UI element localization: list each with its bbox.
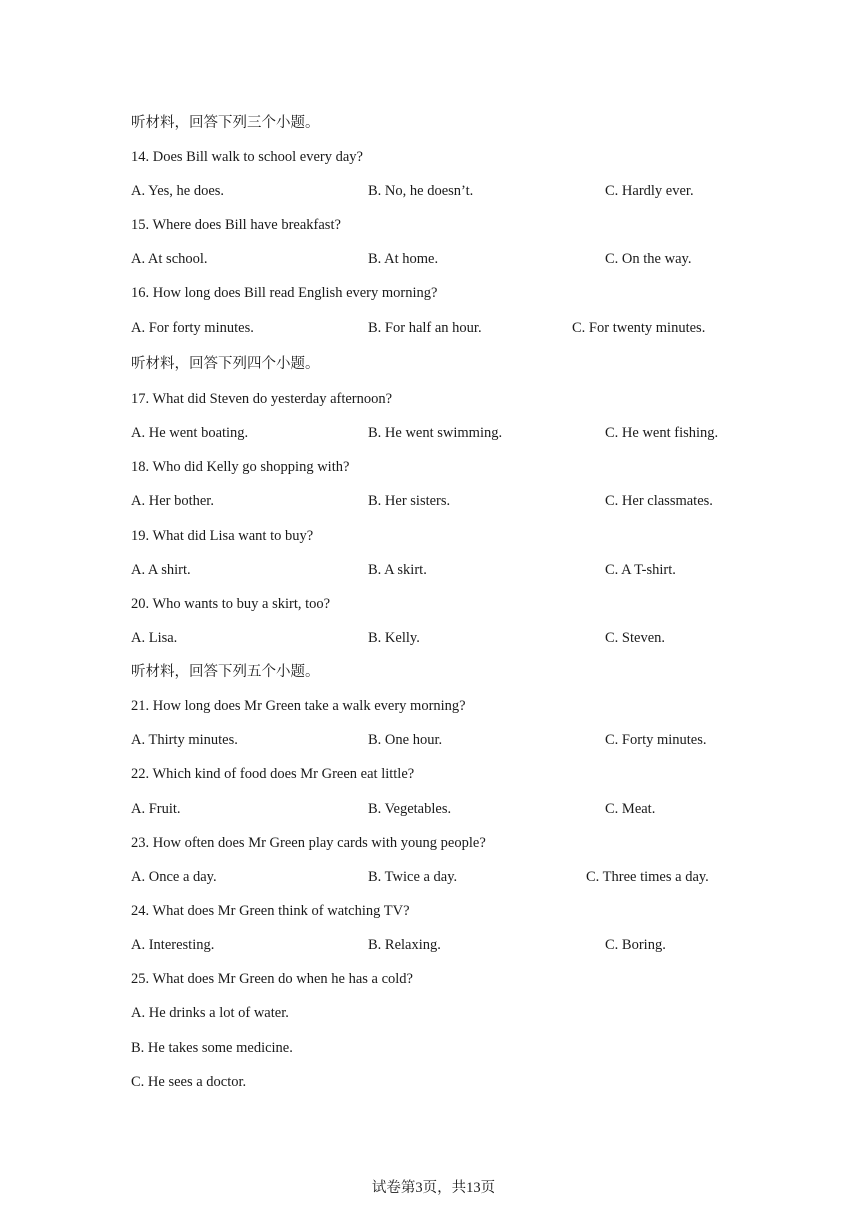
question-16: 16. How long does Bill read English every morning? [131, 285, 438, 301]
option-a: A. For forty minutes. [131, 320, 254, 336]
options-22 [0, 800, 867, 818]
option-a: A. Yes, he does. [131, 183, 225, 199]
option-b: B. One hour. [368, 732, 443, 748]
option-b: B. Twice a day. [368, 869, 458, 885]
options-21 [0, 731, 867, 749]
options-15 [0, 250, 867, 268]
option-a: A. A shirt. [131, 562, 191, 578]
question-14: 14. Does Bill walk to school every day? [131, 149, 363, 165]
options-24 [0, 936, 867, 954]
options-17 [0, 424, 867, 442]
question-20: 20. Who wants to buy a skirt, too? [131, 596, 331, 612]
option-b: B. Relaxing. [368, 937, 441, 953]
option-a: A. He went boating. [131, 425, 249, 441]
question-15: 15. Where does Bill have breakfast? [131, 217, 341, 233]
page-footer: 试卷第3页，共13页 [371, 1180, 496, 1196]
question-21: 21. How long does Mr Green take a walk every morning? [131, 698, 466, 714]
options-20 [0, 629, 867, 647]
question-19: 19. What did Lisa want to buy? [131, 528, 314, 544]
option-b: B. Her sisters. [368, 493, 451, 509]
options-14 [0, 182, 867, 200]
option-c: C. Three times a day. [586, 869, 709, 885]
question-18: 18. Who did Kelly go shopping with? [131, 459, 350, 475]
section-instruction: 听材料，回答下列四个小题。 [131, 356, 320, 372]
options-19 [0, 561, 867, 579]
option-b: B. He takes some medicine. [131, 1040, 293, 1056]
option-a: A. He drinks a lot of water. [131, 1005, 289, 1021]
option-c: C. He went fishing. [605, 425, 719, 441]
option-b: B. Vegetables. [368, 801, 452, 817]
section-instruction: 听材料，回答下列五个小题。 [131, 664, 320, 680]
option-c: C. Steven. [605, 630, 666, 646]
question-23: 23. How often does Mr Green play cards with young people? [131, 835, 486, 851]
option-b: B. A skirt. [368, 562, 427, 578]
option-a: A. Lisa. [131, 630, 178, 646]
option-a: A. Interesting. [131, 937, 215, 953]
question-25: 25. What does Mr Green do when he has a cold? [131, 971, 413, 987]
option-a: A. At school. [131, 251, 208, 267]
option-c: C. For twenty minutes. [572, 320, 706, 336]
option-b: B. For half an hour. [368, 320, 482, 336]
options-18 [0, 492, 867, 510]
option-a: A. Fruit. [131, 801, 181, 817]
question-24: 24. What does Mr Green think of watching TV? [131, 903, 410, 919]
option-a: A. Once a day. [131, 869, 217, 885]
option-b: B. Kelly. [368, 630, 420, 646]
option-b: B. He went swimming. [368, 425, 503, 441]
option-b: B. No, he doesn’t. [368, 183, 474, 199]
option-c: C. Boring. [605, 937, 666, 953]
option-c: C. Meat. [605, 801, 656, 817]
option-c: C. He sees a doctor. [131, 1074, 247, 1090]
option-a: A. Her bother. [131, 493, 214, 509]
option-c: C. A T-shirt. [605, 562, 676, 578]
option-a: A. Thirty minutes. [131, 732, 238, 748]
option-c: C. Forty minutes. [605, 732, 707, 748]
option-c: C. Her classmates. [605, 493, 713, 509]
section-instruction: 听材料，回答下列三个小题。 [131, 115, 320, 131]
option-c: C. On the way. [605, 251, 692, 267]
option-b: B. At home. [368, 251, 439, 267]
option-c: C. Hardly ever. [605, 183, 694, 199]
question-17: 17. What did Steven do yesterday afternoon? [131, 391, 393, 407]
options-23 [0, 868, 867, 886]
question-22: 22. Which kind of food does Mr Green eat little? [131, 766, 415, 782]
options-16 [0, 319, 867, 337]
